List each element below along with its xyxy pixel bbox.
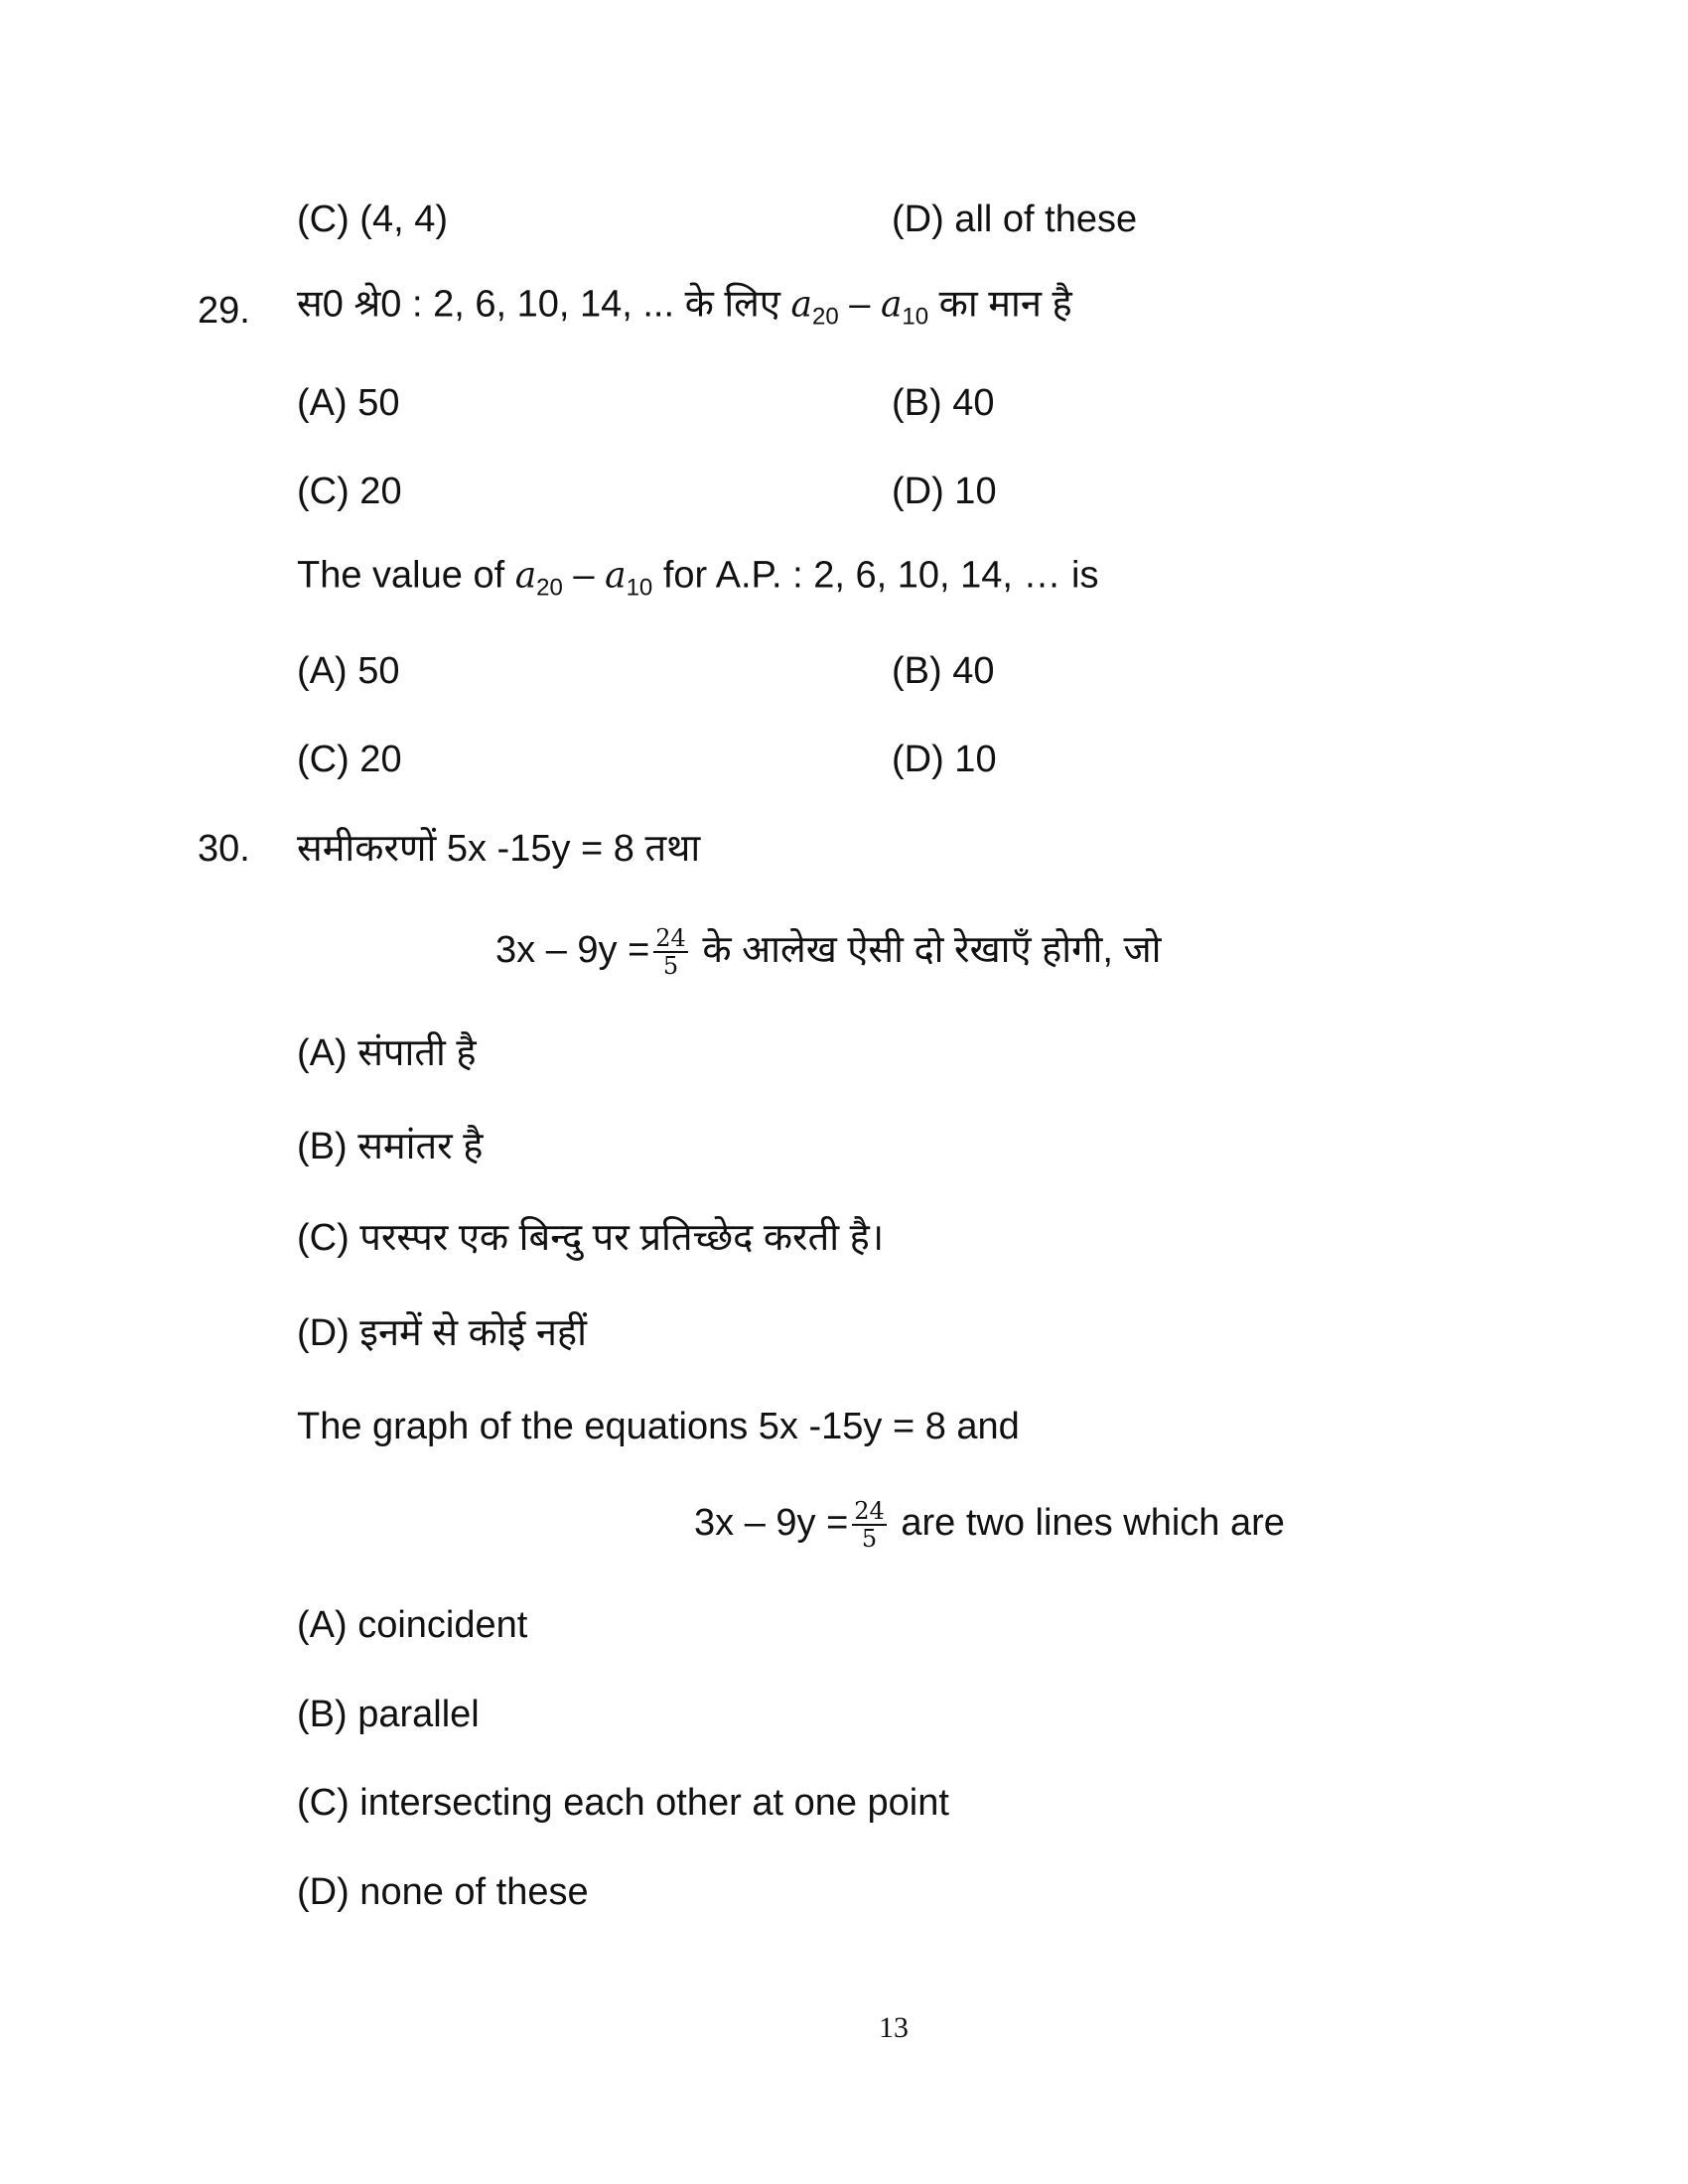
q29-en-suffix: for A.P. : 2, 6, 10, 14, … is xyxy=(652,554,1099,597)
q29-en-option-c[interactable]: (C) 20 xyxy=(297,739,402,780)
q29-en-option-b[interactable]: (B) 40 xyxy=(892,650,995,692)
equation-lhs: 3x – 9y = xyxy=(694,1502,849,1545)
q30-hi-option-b[interactable]: (B) समांतर है xyxy=(297,1126,484,1167)
page-number: 13 xyxy=(879,2011,909,2044)
q30-hi-option-a[interactable]: (A) संपाती है xyxy=(297,1032,477,1074)
q29-hi-option-a[interactable]: (A) 50 xyxy=(297,382,400,424)
q29-hindi-a10: $a_{10}$ xyxy=(880,284,929,331)
equation-suffix: के आलेख ऐसी दो रेखाएँ होगी, जो xyxy=(702,929,1162,972)
q29-english-stem xyxy=(297,554,1099,611)
fraction: $\frac{24}{5}$ xyxy=(655,924,686,980)
q29-en-prefix: The value of xyxy=(297,554,515,597)
prev-option-c: (C) (4, 4) xyxy=(297,199,448,240)
q29-hi-option-c[interactable]: (C) 20 xyxy=(297,471,402,512)
q29-en-a10: $a_{10}$ xyxy=(605,555,653,602)
q29-hindi-a20: $a_{20}$ xyxy=(790,284,839,331)
prev-option-d: (D) all of these xyxy=(892,199,1138,240)
q30-english-equation xyxy=(694,1498,1285,1552)
q30-number: 30. xyxy=(198,828,250,870)
q30-hi-option-d[interactable]: (D) इनमें से कोई नहीं xyxy=(297,1312,587,1354)
q29-en-a20: $a_{20}$ xyxy=(514,555,563,602)
q29-hi-option-d[interactable]: (D) 10 xyxy=(892,471,997,512)
equation-suffix: are two lines which are xyxy=(901,1502,1285,1545)
q30-hindi-line1: समीकरणों 5x -15y = 8 तथा xyxy=(297,828,701,870)
q30-hindi-equation xyxy=(495,925,1162,979)
minus-sign: – xyxy=(838,283,881,326)
q30-english-line1: The graph of the equations 5x -15y = 8 and xyxy=(297,1406,1020,1447)
q29-hi-option-b[interactable]: (B) 40 xyxy=(892,382,995,424)
q30-en-option-b[interactable]: (B) parallel xyxy=(297,1694,480,1735)
q30-en-option-a[interactable]: (A) coincident xyxy=(297,1604,528,1646)
q29-en-option-d[interactable]: (D) 10 xyxy=(892,739,997,780)
q29-hindi-suffix: का मान है xyxy=(928,283,1072,326)
q30-hi-option-c[interactable]: (C) परस्पर एक बिन्दु पर प्रतिच्छेद करती है। xyxy=(297,1217,885,1259)
equation-lhs: 3x – 9y = xyxy=(495,929,650,972)
q29-hindi-prefix: स0 श्रे0 : 2, 6, 10, 14, ... के लिए xyxy=(297,283,780,326)
q29-hindi-stem xyxy=(297,283,1072,340)
q29-number: 29. xyxy=(198,290,250,332)
q30-en-option-d[interactable]: (D) none of these xyxy=(297,1871,589,1913)
fraction: $\frac{24}{5}$ xyxy=(854,1497,885,1553)
minus-sign: – xyxy=(562,554,606,597)
q30-en-option-c[interactable]: (C) intersecting each other at one point xyxy=(297,1782,949,1824)
q29-en-option-a[interactable]: (A) 50 xyxy=(297,650,400,692)
